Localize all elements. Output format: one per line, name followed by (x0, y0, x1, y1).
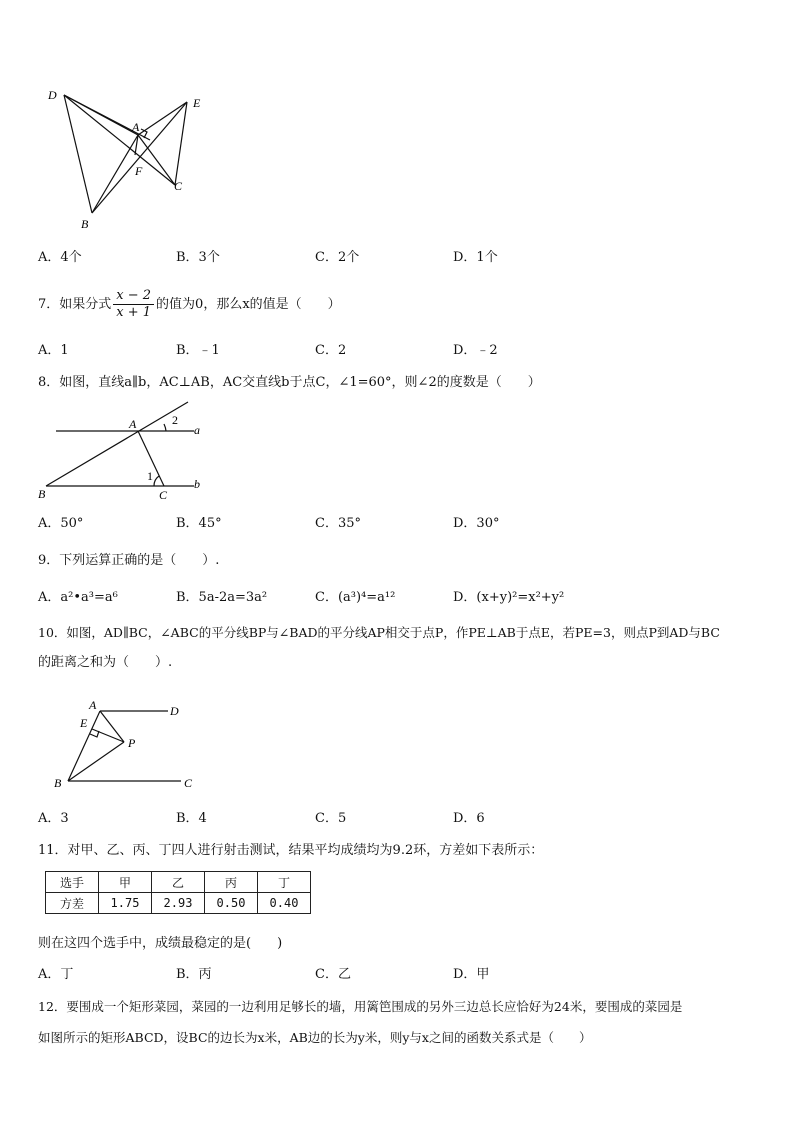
q7-fraction (113, 288, 154, 321)
fig6-label-f: F (135, 164, 143, 178)
q6-option-a[interactable]: A．4个 (38, 250, 82, 265)
fig6-label-d: D (48, 88, 57, 102)
q11-option-b[interactable]: B．丙 (176, 967, 212, 982)
table-cell: 2.93 (152, 893, 205, 914)
q10-option-b[interactable]: B．4 (176, 811, 207, 826)
fig6-label-b: B (81, 217, 89, 231)
table-header-cell: 乙 (152, 872, 205, 893)
q11-option-a[interactable]: A．丁 (38, 967, 74, 982)
q6-figure (40, 85, 220, 235)
table-header-cell: 丙 (205, 872, 258, 893)
fig6-label-a: A (132, 120, 140, 134)
q8-option-b[interactable]: B．45° (176, 516, 222, 531)
q7-option-d[interactable]: D．﹣2 (453, 343, 498, 358)
q7-option-b[interactable]: B．﹣1 (176, 343, 220, 358)
q10-figure (48, 695, 208, 795)
q6-option-b[interactable]: B．3个 (176, 250, 220, 265)
table-cell: 方差 (46, 893, 99, 914)
fig8-label-b: B (38, 487, 46, 501)
q9-stem: 9．下列运算正确的是（ ）. (38, 553, 220, 568)
q10-stem-line1: 10．如图，AD∥BC，∠ABC的平分线BP与∠BAD的平分线AP相交于点P，作PE⊥AB于点E，若PE=3，则点P到AD与BC (38, 625, 720, 640)
q11-option-c[interactable]: C．乙 (315, 967, 351, 982)
q9-option-c[interactable]: C．(a³)⁴=a¹² (315, 590, 396, 605)
fig10-label-p: P (128, 736, 136, 750)
fig8-label-a-line: a (194, 423, 200, 437)
fig8-label-a: A (129, 417, 137, 431)
q11-question: 则在这四个选手中，成绩最稳定的是( ) (38, 936, 283, 951)
q7-suffix: 的值为0，那么x的值是（ ） (156, 297, 341, 312)
q12-stem-line1: 12．要围成一个矩形菜园，菜园的一边利用足够长的墙，用篱笆围成的另外三边总长应恰好为24米，要围成的菜园是 (38, 999, 683, 1014)
table-cell: 1.75 (99, 893, 152, 914)
q8-option-d[interactable]: D．30° (453, 516, 500, 531)
fig10-label-e: E (80, 716, 88, 730)
q12-stem-line2: 如图所示的矩形ABCD，设BC的边长为x米，AB边的长为y米，则y与x之间的函数关系式是（ ） (38, 1030, 592, 1045)
q11-option-d[interactable]: D．甲 (453, 967, 490, 982)
fig8-label-c: C (159, 488, 168, 502)
q8-option-c[interactable]: C．35° (315, 516, 361, 531)
table-row (46, 893, 311, 914)
q9-option-d[interactable]: D．(x+y)²=x²+y² (453, 590, 565, 605)
q9-option-b[interactable]: B．5a-2a=3a² (176, 590, 268, 605)
fig8-label-2: 2 (172, 413, 178, 427)
fig8-label-b-line: b (194, 477, 200, 491)
table-cell: 0.50 (205, 893, 258, 914)
q7-option-a[interactable]: A．1 (38, 343, 69, 358)
q7-denominator: x + 1 (116, 305, 152, 320)
table-header-cell: 丁 (258, 872, 311, 893)
fig10-label-b: B (54, 776, 62, 790)
fig10-label-d: D (170, 704, 179, 718)
fig8-label-1: 1 (147, 469, 153, 483)
table-header-cell: 选手 (46, 872, 99, 893)
q9-option-a[interactable]: A．a²•a³=a⁶ (38, 590, 118, 605)
q10-option-c[interactable]: C．5 (315, 811, 347, 826)
fig10-label-a: A (89, 698, 97, 712)
fig10-label-c: C (184, 776, 193, 790)
q10-stem-line2: 的距离之和为（ ）. (38, 655, 173, 670)
q7-option-c[interactable]: C．2 (315, 343, 347, 358)
q8-figure (38, 398, 218, 506)
q6-option-d[interactable]: D．1个 (453, 250, 498, 265)
q7-numerator: x − 2 (113, 288, 154, 305)
fig6-label-e: E (193, 96, 201, 110)
q8-stem: 8．如图，直线a∥b，AC⊥AB，AC交直线b于点C，∠1=60°，则∠2的度数是（ ） (38, 375, 541, 390)
table-cell: 0.40 (258, 893, 311, 914)
q7-stem (38, 288, 341, 321)
variance-table (45, 871, 311, 914)
table-row (46, 872, 311, 893)
q10-option-a[interactable]: A．3 (38, 811, 69, 826)
q11-stem: 11．对甲、乙、丙、丁四人进行射击测试，结果平均成绩均为9.2环，方差如下表所示： (38, 843, 544, 858)
q10-option-d[interactable]: D．6 (453, 811, 485, 826)
q7-prefix: 7．如果分式 (38, 297, 112, 312)
fig6-label-c: C (174, 179, 183, 193)
q8-option-a[interactable]: A．50° (38, 516, 84, 531)
q6-option-c[interactable]: C．2个 (315, 250, 360, 265)
table-header-cell: 甲 (99, 872, 152, 893)
